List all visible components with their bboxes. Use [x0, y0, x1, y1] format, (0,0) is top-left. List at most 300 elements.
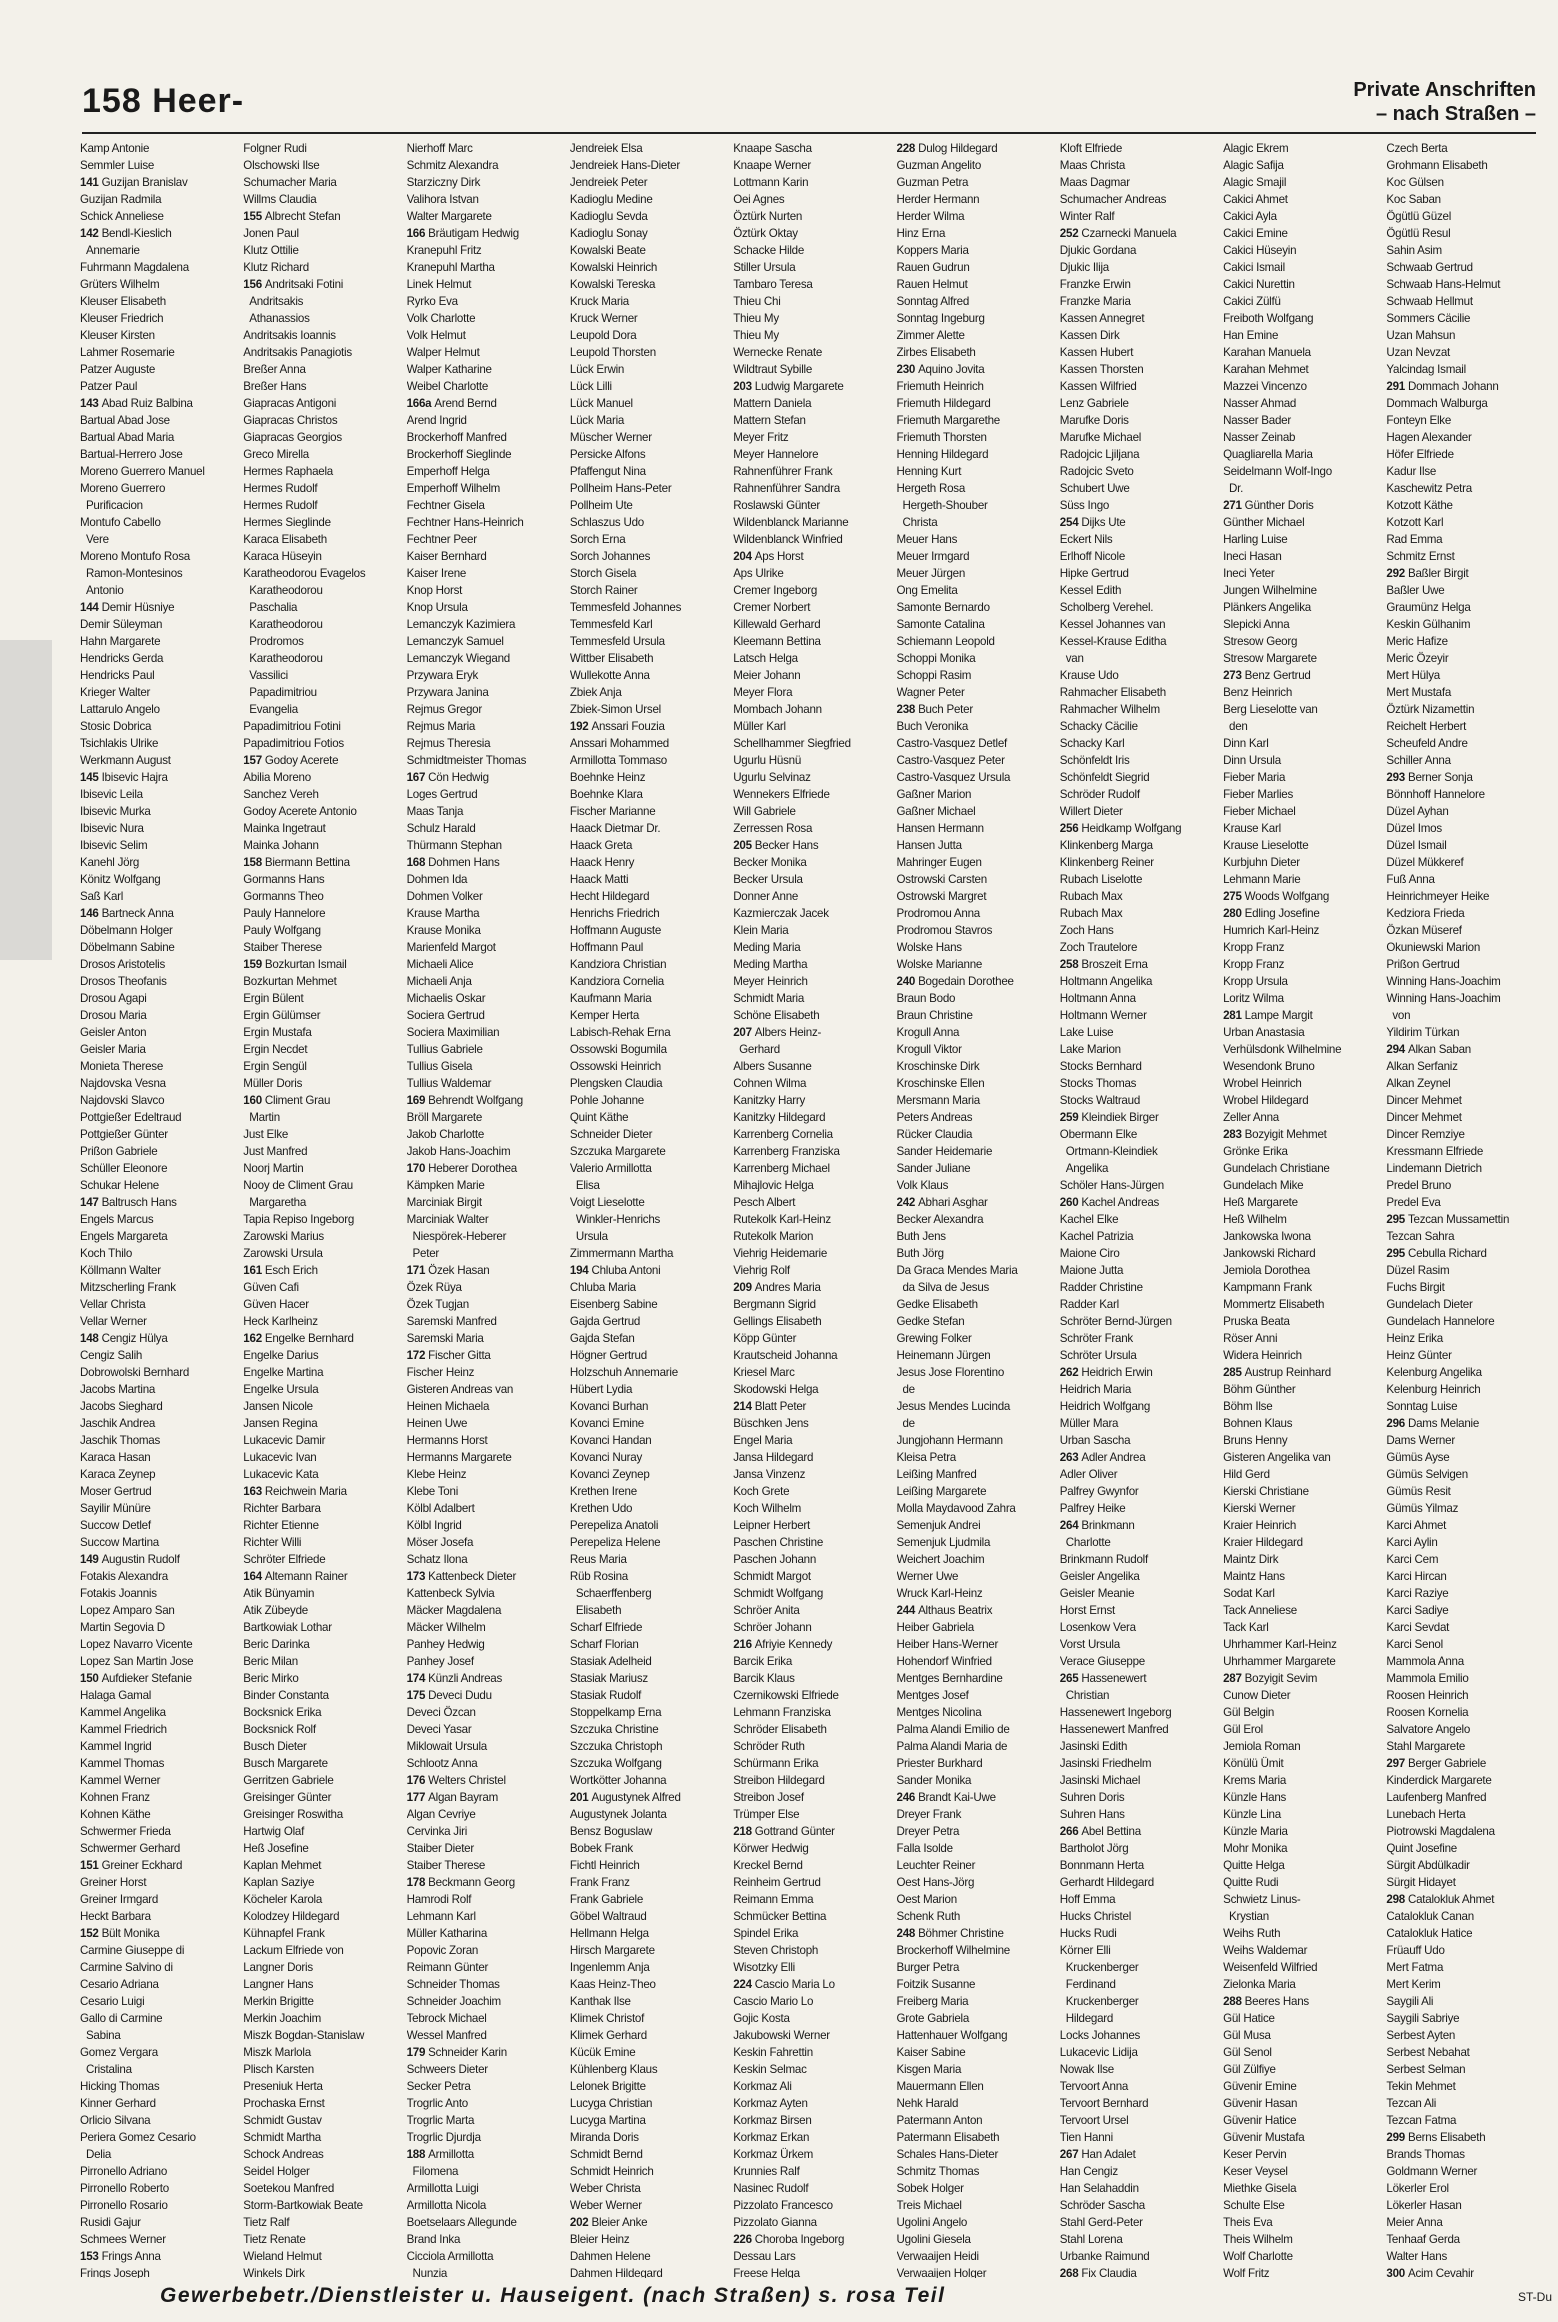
- address-entry: Lehmann Marie: [1223, 873, 1301, 886]
- address-entry: Karci Hircan: [1386, 1570, 1447, 1583]
- address-entry: Skodowski Helga: [733, 1383, 819, 1396]
- address-entry: Brockerhoff Sieglinde: [406, 448, 512, 461]
- address-entry: Engelke Darius: [243, 1349, 319, 1362]
- address-entry: Fechtner Gisela: [406, 499, 485, 512]
- address-entry: Grote Gabriela: [896, 2012, 970, 2025]
- address-entry: Bartual-Herrero Jose: [80, 448, 183, 461]
- address-entry: Nierhoff Marc: [406, 142, 473, 155]
- address-entry: Szczuka Christoph: [569, 1740, 663, 1753]
- address-entry: Da Graca Mendes Maria: [896, 1264, 1018, 1277]
- address-entry: Heinen Michaela: [406, 1400, 490, 1413]
- address-entry: Wullekotte Anna: [569, 669, 650, 682]
- address-entry: Popovic Zoran: [406, 1944, 479, 1957]
- address-entry: Holtmann Werner: [1059, 1009, 1147, 1022]
- address-entry: Ong Emelita: [896, 584, 958, 597]
- address-entry: Hoff Emma: [1059, 1893, 1116, 1906]
- address-entry: Kassen Hubert: [1059, 346, 1134, 359]
- address-entry: Mauermann Ellen: [896, 2080, 984, 2093]
- address-entry: Krautscheid Johanna: [733, 1349, 838, 1362]
- address-entry: Serbest Nebahat: [1386, 2046, 1470, 2059]
- address-entry: Graumünz Helga: [1386, 601, 1471, 614]
- address-entry: Henning Hildegard: [896, 448, 989, 461]
- address-entry: Rauen Helmut: [896, 278, 968, 291]
- address-entry: Peter: [406, 1247, 439, 1260]
- address-entry: 256 Heidkamp Wolfgang: [1059, 822, 1182, 835]
- address-entry: Kleuser Friedrich: [80, 312, 164, 325]
- address-entry: Gaßner Michael: [896, 805, 976, 818]
- address-entry: Lackum Elfriede von: [243, 1944, 344, 1957]
- address-entry: Michaeli Anja: [406, 975, 472, 988]
- address-entry: Montufo Cabello: [80, 516, 161, 529]
- address-entry: Kassen Wilfried: [1059, 380, 1137, 393]
- address-entry: Karatheodorou Evagelos: [243, 567, 366, 580]
- address-entry: Ossowski Bogumila: [569, 1043, 667, 1056]
- address-entry: Patermann Anton: [896, 2114, 983, 2127]
- address-entry: Hoffmann Auguste: [569, 924, 662, 937]
- address-entry: Jonen Paul: [243, 227, 299, 240]
- address-entry: Gajda Stefan: [569, 1332, 635, 1345]
- address-entry: Sodat Karl: [1223, 1587, 1275, 1600]
- address-entry: Cakici Hüseyin: [1223, 244, 1297, 257]
- address-entry: Süss Ingo: [1059, 499, 1110, 512]
- address-entry: Michaelis Oskar: [406, 992, 486, 1005]
- address-entry: Karatheodorou: [243, 618, 323, 631]
- address-entry: Köcheler Karola: [243, 1893, 323, 1906]
- address-entry: Kachel Patrizia: [1059, 1230, 1134, 1243]
- address-entry: den: [1223, 720, 1248, 733]
- address-entry: Ugolini Angelo: [896, 2216, 968, 2229]
- address-entry: Knop Horst: [406, 584, 463, 597]
- address-entry: Kowalski Heinrich: [569, 261, 658, 274]
- address-entry: 264 Brinkmann: [1059, 1519, 1135, 1532]
- address-entry: Lunebach Herta: [1386, 1808, 1466, 1821]
- address-entry: Ergin Bülent: [243, 992, 304, 1005]
- address-entry: Eckert Nils: [1059, 533, 1113, 546]
- address-entry: Kassen Thorsten: [1059, 363, 1144, 376]
- address-entry: Schulte Else: [1223, 2199, 1285, 2212]
- address-entry: Martin Segovia D: [80, 1621, 165, 1634]
- address-entry: Streibon Josef: [733, 1791, 804, 1804]
- address-entry: Ugurlu Selvinaz: [733, 771, 811, 784]
- address-entry: Preseniuk Herta: [243, 2080, 323, 2093]
- address-entry: Thürmann Stephan: [406, 839, 502, 852]
- address-entry: Göbel Waltraud: [569, 1910, 647, 1923]
- address-entry: Jacobs Martina: [80, 1383, 156, 1396]
- address-entry: Semmler Luise: [80, 159, 155, 172]
- address-entry: Djukic Gordana: [1059, 244, 1137, 257]
- address-entry: 162 Engelke Bernhard: [243, 1332, 354, 1345]
- address-entry: 188 Armillotta: [406, 2148, 474, 2161]
- address-entry: 158 Biermann Bettina: [243, 856, 350, 869]
- address-entry: Korkmaz Ürkem: [733, 2148, 814, 2161]
- address-entry: Rejmus Theresia: [406, 737, 491, 750]
- address-entry: Jasinski Edith: [1059, 1740, 1128, 1753]
- address-entry: Heß Wilhelm: [1223, 1213, 1287, 1226]
- address-entry: Weihs Ruth: [1223, 1927, 1281, 1940]
- address-entry: Kruck Maria: [569, 295, 629, 308]
- address-entry: Pollheim Ute: [569, 499, 633, 512]
- address-entry: Künzle Maria: [1223, 1825, 1288, 1838]
- address-entry: Zielonka Maria: [1223, 1978, 1296, 1991]
- address-entry: Friemuth Thorsten: [896, 431, 987, 444]
- address-entry: 174 Künzli Andreas: [406, 1672, 503, 1685]
- address-entry: 246 Brandt Kai-Uwe: [896, 1791, 996, 1804]
- address-entry: Haack Henry: [569, 856, 635, 869]
- address-entry: Langner Hans: [243, 1978, 314, 1991]
- address-entry: Hermes Rudolf: [243, 482, 318, 495]
- address-entry: 265 Hassenewert: [1059, 1672, 1147, 1685]
- address-entry: Heinz Erika: [1386, 1332, 1443, 1345]
- address-entry: Vellar Christa: [80, 1298, 146, 1311]
- address-entry: Mert Hülya: [1386, 669, 1440, 682]
- address-entry: Jankowska Iwona: [1223, 1230, 1311, 1243]
- address-entry: Pohle Johanne: [569, 1094, 644, 1107]
- address-entry: Kelenburg Angelika: [1386, 1366, 1482, 1379]
- address-entry: Gül Erol: [1223, 1723, 1263, 1736]
- address-entry: Schmidt Wolfgang: [733, 1587, 824, 1600]
- address-entry: Deveci Yasar: [406, 1723, 472, 1736]
- address-entry: Ferdinand: [1059, 1978, 1116, 1991]
- address-entry: Leißing Manfred: [896, 1468, 977, 1481]
- address-entry: Nowak Ilse: [1059, 2063, 1114, 2076]
- address-entry: Wolske Hans: [896, 941, 962, 954]
- address-entry: 283 Bozyigit Mehmet: [1223, 1128, 1327, 1141]
- address-entry: Jakob Charlotte: [406, 1128, 485, 1141]
- address-entry: Franzke Maria: [1059, 295, 1131, 308]
- address-entry: Serbest Selman: [1386, 2063, 1466, 2076]
- address-entry: Kotzott Karl: [1386, 516, 1444, 529]
- address-entry: Franzke Erwin: [1059, 278, 1131, 291]
- address-entry: Cremer Norbert: [733, 601, 811, 614]
- address-entry: Ibisevic Leila: [80, 788, 143, 801]
- address-entry: Mitzscherling Frank: [80, 1281, 176, 1294]
- address-entry: Seidel Holger: [243, 2165, 310, 2178]
- address-entry: Klimek Gerhard: [569, 2029, 647, 2042]
- address-entry: Thieu My: [733, 312, 779, 325]
- address-entry: Frank Franz: [569, 1876, 630, 1889]
- address-entry: Han Emine: [1223, 329, 1279, 342]
- address-entry: Treis Michael: [896, 2199, 962, 2212]
- address-entry: Gellings Elisabeth: [733, 1315, 822, 1328]
- address-entry: 157 Godoy Acerete: [243, 754, 339, 767]
- address-entry: Kampmann Frank: [1223, 1281, 1312, 1294]
- address-entry: Panhey Josef: [406, 1655, 474, 1668]
- address-entry: Jacobs Sieghard: [80, 1400, 163, 1413]
- address-entry: Öztürk Oktay: [733, 227, 798, 240]
- address-entry: Heidrich Wolfgang: [1059, 1400, 1151, 1413]
- address-entry: Yildirim Türkan: [1386, 1026, 1460, 1039]
- address-entry: Scharf Florian: [569, 1638, 639, 1651]
- address-entry: Wesendonk Bruno: [1223, 1060, 1315, 1073]
- address-entry: Karatheodorou: [243, 652, 323, 665]
- address-entry: Kessel Edith: [1059, 584, 1122, 597]
- address-entry: Pauly Hannelore: [243, 907, 326, 920]
- address-entry: Henning Kurt: [896, 465, 962, 478]
- address-entry: Cakici Zülfü: [1223, 295, 1281, 308]
- address-entry: Margaretha: [243, 1196, 307, 1209]
- address-entry: Algan Cevriye: [406, 1808, 476, 1821]
- address-entry: Hirsch Margarete: [569, 1944, 655, 1957]
- address-entry: Schneider Thomas: [406, 1978, 500, 1991]
- address-entry: Karrenberg Michael: [733, 1162, 830, 1175]
- address-entry: Greiner Irmgard: [80, 1893, 159, 1906]
- address-entry: Gundelach Hannelore: [1386, 1315, 1495, 1328]
- address-entry: Schoppi Monika: [896, 652, 976, 665]
- footer-note: Gewerbebetr./Dienstleister u. Hauseigent. (nach Straßen) s. rosa Teil: [160, 2284, 946, 2307]
- address-entry: Knaape Sascha: [733, 142, 812, 155]
- address-entry: Ursula: [569, 1230, 608, 1243]
- address-entry: Kraier Hildegard: [1223, 1536, 1303, 1549]
- address-entry: Cicciola Armillotta: [406, 2250, 494, 2263]
- address-entry: Dohmen Volker: [406, 890, 483, 903]
- address-entry: Semenjuk Ljudmila: [896, 1536, 991, 1549]
- address-entry: Walper Katharine: [406, 363, 492, 376]
- address-entry: Pirronello Rosario: [80, 2199, 168, 2212]
- address-entry: Richter Etienne: [243, 1519, 319, 1532]
- address-entry: Heck Karlheinz: [243, 1315, 318, 1328]
- address-entry: Foitzik Susanne: [896, 1978, 976, 1991]
- address-entry: Cascio Mario Lo: [733, 1995, 814, 2008]
- address-entry: Reichelt Herbert: [1386, 720, 1467, 733]
- address-entry: Schmidt Margot: [733, 1570, 811, 1583]
- address-entry: Mazzei Vincenzo: [1223, 380, 1307, 393]
- address-entry: Hassenewert Ingeborg: [1059, 1706, 1172, 1719]
- address-entry: Prodromos: [243, 635, 304, 648]
- address-entry: Röser Anni: [1223, 1332, 1278, 1345]
- address-entry: Wrobel Heinrich: [1223, 1077, 1302, 1090]
- address-entry: Kohnen Käthe: [80, 1808, 151, 1821]
- address-entry: Zerressen Rosa: [733, 822, 813, 835]
- address-column-6: [897, 140, 1073, 2278]
- page-header: [0, 0, 1558, 140]
- address-entry: Gül Hatice: [1223, 2012, 1275, 2025]
- address-entry: Ergin Mustafa: [243, 1026, 312, 1039]
- address-entry: 280 Edling Josefine: [1223, 907, 1320, 920]
- address-entry: Abilia Moreno: [243, 771, 311, 784]
- address-entry: Sürgit Abdülkadir: [1386, 1859, 1470, 1872]
- address-entry: Loritz Wilma: [1223, 992, 1284, 1005]
- address-entry: Baßler Uwe: [1386, 584, 1445, 597]
- address-entry: Kölbl Ingrid: [406, 1519, 462, 1532]
- address-entry: Saygili Ali: [1386, 1995, 1434, 2008]
- address-entry: Schick Anneliese: [80, 210, 164, 223]
- address-entry: 297 Berger Gabriele: [1386, 1757, 1487, 1770]
- address-entry: Gümüs Yilmaz: [1386, 1502, 1459, 1515]
- address-entry: Jansa Hildegard: [733, 1451, 814, 1464]
- address-entry: Heinemann Jürgen: [896, 1349, 991, 1362]
- address-entry: Mihajlovic Helga: [733, 1179, 814, 1192]
- address-entry: Orlicio Silvana: [80, 2114, 151, 2127]
- address-entry: Öztürk Nizamettin: [1386, 703, 1475, 716]
- address-entry: Szczuka Christine: [569, 1723, 659, 1736]
- address-entry: Stiller Ursula: [733, 261, 796, 274]
- address-entry: Schumacher Andreas: [1059, 193, 1167, 206]
- address-entry: 238 Buch Peter: [896, 703, 973, 716]
- address-entry: Armillotta Luigi: [406, 2182, 479, 2195]
- address-entry: Antonio: [80, 584, 124, 597]
- address-entry: Schröter Elfriede: [243, 1553, 326, 1566]
- address-entry: Lindemann Dietrich: [1386, 1162, 1482, 1175]
- address-entry: Trogrlic Djurdja: [406, 2131, 481, 2144]
- address-entry: Böhm Günther: [1223, 1383, 1296, 1396]
- address-entry: Karaca Elisabeth: [243, 533, 327, 546]
- address-entry: Schönfeldt Iris: [1059, 754, 1130, 767]
- address-entry: Maas Dagmar: [1059, 176, 1130, 189]
- address-entry: Buth Jörg: [896, 1247, 944, 1260]
- address-entry: Früauff Udo: [1386, 1944, 1445, 1957]
- address-entry: Geisler Anton: [80, 1026, 147, 1039]
- address-entry: 295 Cebulla Richard: [1386, 1247, 1487, 1260]
- address-entry: Purificacion: [80, 499, 143, 512]
- address-entry: Quint Käthe: [569, 1111, 629, 1124]
- address-entry: Tezcan Fatma: [1386, 2114, 1457, 2127]
- address-entry: Maione Jutta: [1059, 1264, 1124, 1277]
- address-entry: Wessel Manfred: [406, 2029, 487, 2042]
- address-entry: Voigt Lieselotte: [569, 1196, 645, 1209]
- address-entry: Kroschinske Ellen: [896, 1077, 985, 1090]
- address-entry: 292 Baßler Birgit: [1386, 567, 1469, 580]
- address-entry: Lemanczyk Samuel: [406, 635, 504, 648]
- address-entry: Wolf Charlotte: [1223, 2250, 1293, 2263]
- address-entry: Meier Johann: [733, 669, 801, 682]
- address-entry: Lück Lilli: [569, 380, 612, 393]
- address-entry: Buth Jens: [896, 1230, 946, 1243]
- address-entry: Kaiser Bernhard: [406, 550, 487, 563]
- address-entry: Schiller Anna: [1386, 754, 1451, 767]
- address-entry: Jankowski Richard: [1223, 1247, 1316, 1260]
- address-entry: Koch Thilo: [80, 1247, 133, 1260]
- address-entry: Stahl Lorena: [1059, 2233, 1123, 2246]
- address-entry: Gedke Elisabeth: [896, 1298, 978, 1311]
- address-entry: Holzschuh Annemarie: [569, 1366, 678, 1379]
- address-entry: de: [896, 1417, 915, 1430]
- address-entry: Schüller Eleonore: [80, 1162, 168, 1175]
- address-entry: Catalokluk Hatice: [1386, 1927, 1473, 1940]
- address-entry: Sonntag Luise: [1386, 1400, 1458, 1413]
- address-entry: Kierski Christiane: [1223, 1485, 1309, 1498]
- address-entry: Prißon Gabriele: [80, 1145, 158, 1158]
- address-entry: Brands Thomas: [1386, 2148, 1465, 2161]
- address-entry: Guzman Petra: [896, 176, 969, 189]
- address-entry: Hagen Alexander: [1386, 431, 1472, 444]
- address-entry: Djukic Ilija: [1059, 261, 1109, 274]
- footer-code: ST-Du: [1517, 2290, 1552, 2304]
- address-entry: 258 Broszeit Erna: [1059, 958, 1148, 971]
- address-entry: Friemuth Margarethe: [896, 414, 1000, 427]
- address-entry: Viehrig Heidemarie: [733, 1247, 828, 1260]
- address-entry: Kaiser Irene: [406, 567, 467, 580]
- address-entry: Güven Cafi: [243, 1281, 299, 1294]
- address-entry: Kinner Gerhard: [80, 2097, 156, 2110]
- address-entry: Richter Willi: [243, 1536, 302, 1549]
- address-entry: Priester Burkhard: [896, 1757, 983, 1770]
- address-entry: Braun Bodo: [896, 992, 956, 1005]
- address-entry: Cakici Ayla: [1223, 210, 1277, 223]
- address-entry: Bohnen Klaus: [1223, 1417, 1293, 1430]
- address-entry: Giapracas Georgios: [243, 431, 342, 444]
- address-entry: Uzan Nevzat: [1386, 346, 1451, 359]
- address-entry: Piotrowski Magdalena: [1386, 1825, 1495, 1838]
- address-entry: Trogrlic Anto: [406, 2097, 468, 2110]
- address-entry: Przywara Janina: [406, 686, 489, 699]
- address-entry: Leupold Dora: [569, 329, 637, 342]
- address-entry: Mombach Johann: [733, 703, 822, 716]
- address-entry: Ineci Hasan: [1223, 550, 1282, 563]
- address-entry: Stocks Waltraud: [1059, 1094, 1141, 1107]
- address-entry: Mäcker Wilhelm: [406, 1621, 486, 1634]
- address-entry: Rutekolk Marion: [733, 1230, 814, 1243]
- address-entry: 155 Albrecht Stefan: [243, 210, 341, 223]
- address-entry: Han Cengiz: [1059, 2165, 1118, 2178]
- address-entry: Noorj Martin: [243, 1162, 304, 1175]
- address-entry: Mert Kerim: [1386, 1978, 1441, 1991]
- address-entry: Barcik Klaus: [733, 1672, 795, 1685]
- address-entry: Kanehl Jörg: [80, 856, 140, 869]
- address-entry: Theis Eva: [1223, 2216, 1273, 2229]
- address-entry: Greiner Horst: [80, 1876, 147, 1889]
- address-entry: 242 Abhari Asghar: [896, 1196, 988, 1209]
- address-entry: Stresow Margarete: [1223, 652, 1317, 665]
- address-entry: Scholberg Verehel.: [1059, 601, 1154, 614]
- address-entry: Uhrhammer Karl-Heinz: [1223, 1638, 1337, 1651]
- address-entry: Freiberg Maria: [896, 1995, 969, 2008]
- address-entry: Sabina: [80, 2029, 121, 2042]
- address-entry: Kücük Emine: [569, 2046, 636, 2059]
- address-entry: Schmidtmeister Thomas: [406, 754, 527, 767]
- address-entry: Elisabeth: [569, 1604, 622, 1617]
- address-entry: Uhrhammer Margarete: [1223, 1655, 1336, 1668]
- address-entry: Greisinger Roswitha: [243, 1808, 343, 1821]
- address-entry: Deveci Özcan: [406, 1706, 476, 1719]
- address-entry: Lopez San Martin Jose: [80, 1655, 194, 1668]
- address-entry: Meric Hafize: [1386, 635, 1448, 648]
- address-entry: Dreyer Petra: [896, 1825, 960, 1838]
- address-entry: Grüters Wilhelm: [80, 278, 160, 291]
- address-entry: Drosou Agapi: [80, 992, 147, 1005]
- address-entry: Elisa: [569, 1179, 600, 1192]
- address-entry: 146 Bartneck Anna: [80, 907, 174, 920]
- address-entry: Tervoort Ursel: [1059, 2114, 1129, 2127]
- address-entry: Alkan Serfaniz: [1386, 1060, 1458, 1073]
- address-entry: Oest Hans-Jörg: [896, 1876, 975, 1889]
- address-entry: Kammel Werner: [80, 1774, 161, 1787]
- address-entry: Meyer Fritz: [733, 431, 789, 444]
- address-entry: Salvatore Angelo: [1386, 1723, 1471, 1736]
- address-entry: Busch Dieter: [243, 1740, 307, 1753]
- address-entry: Emperhoff Helga: [406, 465, 490, 478]
- address-entry: Kraier Heinrich: [1223, 1519, 1297, 1532]
- address-entry: Just Manfred: [243, 1145, 308, 1158]
- address-entry: Klimek Christof: [569, 2012, 645, 2025]
- section-title-line1: Private Anschriften: [1353, 79, 1536, 101]
- address-entry: von: [1386, 1009, 1411, 1022]
- address-entry: 149 Augustin Rudolf: [80, 1553, 180, 1566]
- address-entry: Kandziora Christian: [569, 958, 667, 971]
- address-entry: Moreno Montufo Rosa: [80, 550, 190, 563]
- address-entry: 159 Bozkurtan Ismail: [243, 958, 347, 971]
- address-entry: Jendreiek Elsa: [569, 142, 643, 155]
- address-entry: Rahnenführer Frank: [733, 465, 833, 478]
- address-entry: Kemper Herta: [569, 1009, 640, 1022]
- address-entry: Adler Oliver: [1059, 1468, 1118, 1481]
- address-entry: Castro-Vasquez Ursula: [896, 771, 1011, 784]
- address-entry: Zbiek-Simon Ursel: [569, 703, 661, 716]
- address-entry: Saygili Sabriye: [1386, 2012, 1460, 2025]
- address-entry: Rejmus Gregor: [406, 703, 482, 716]
- section-title: [1353, 78, 1536, 126]
- address-entry: Ortmann-Kleindiek: [1059, 1145, 1158, 1158]
- address-entry: 171 Özek Hasan: [406, 1264, 490, 1277]
